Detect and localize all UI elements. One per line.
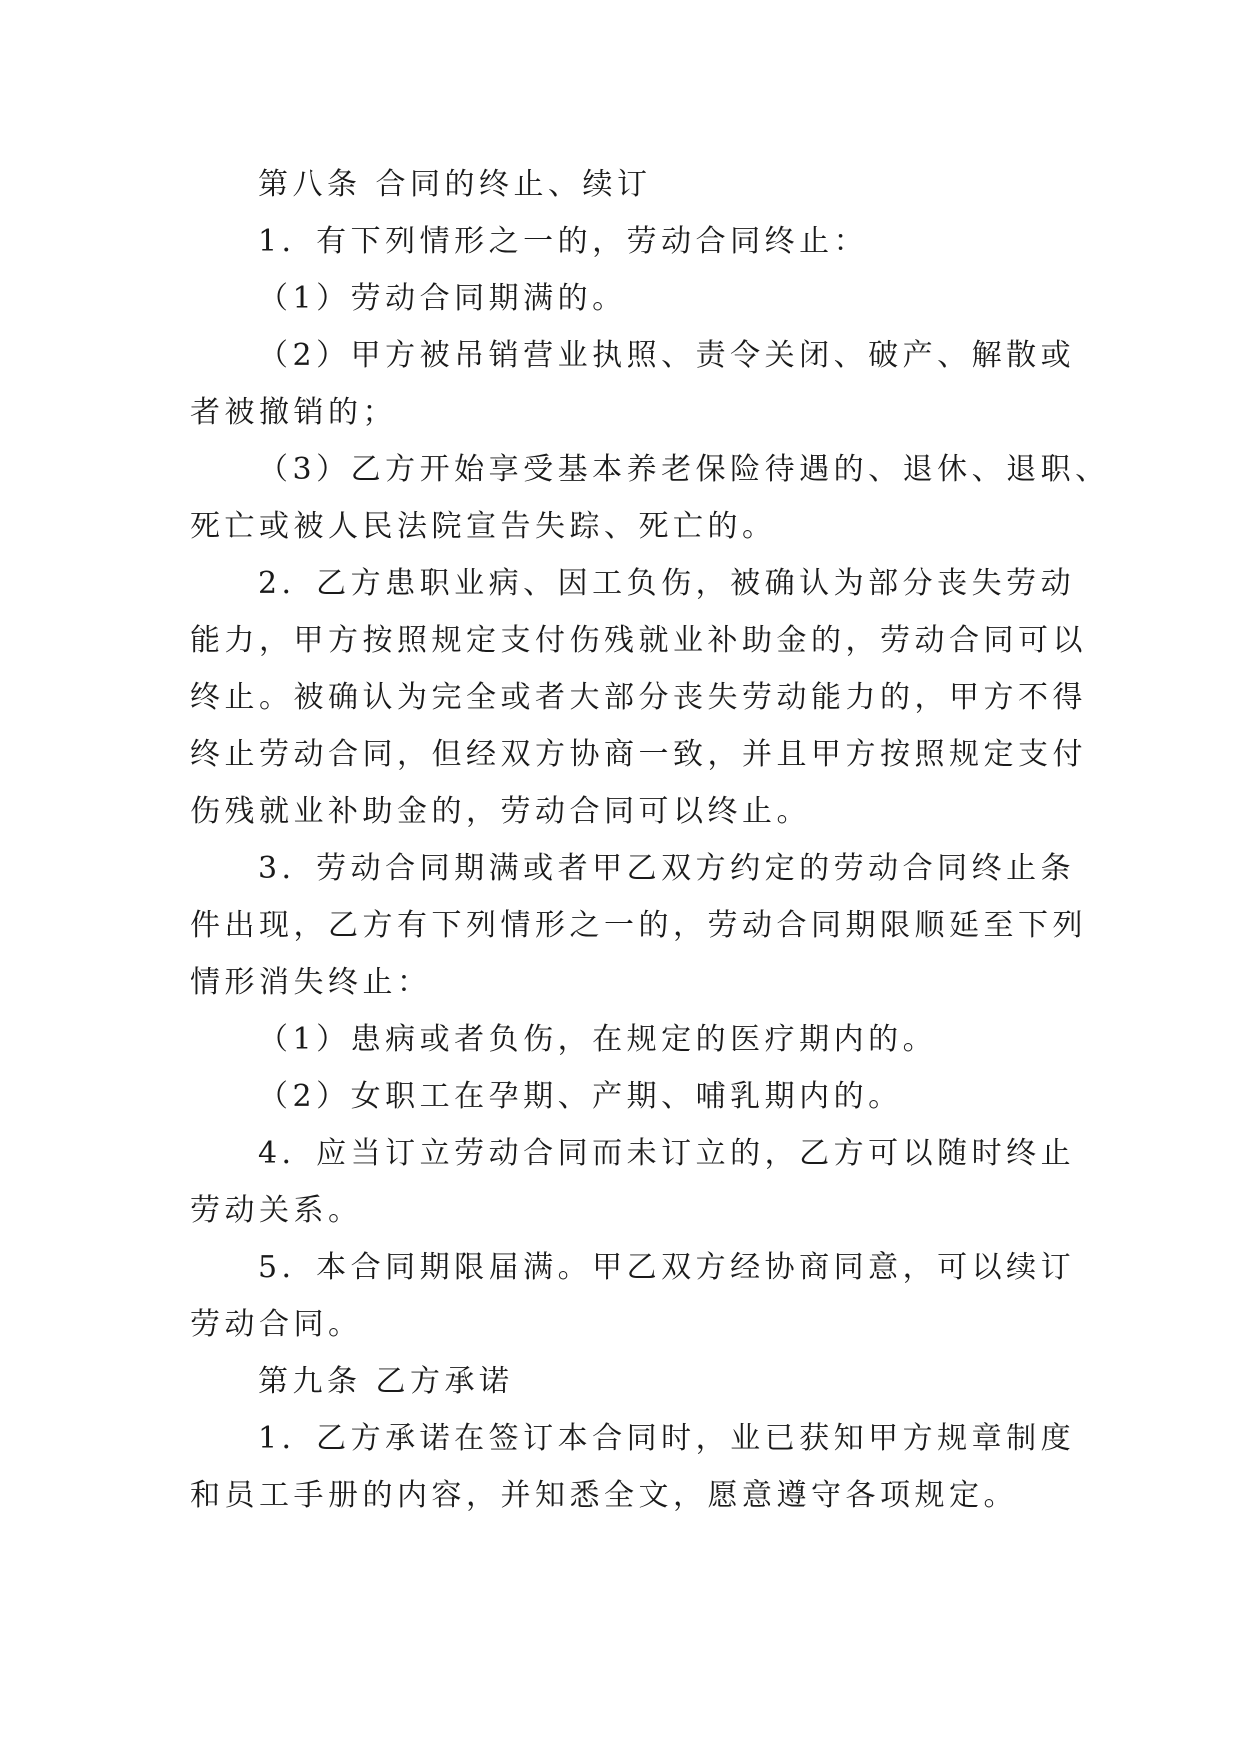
- article-8-heading: 第八条 合同的终止、续订: [258, 167, 652, 202]
- article-9-clause-1: 1．乙方承诺在签订本合同时，业已获知甲方规章制度: [258, 1421, 1076, 1456]
- article-8-clause-1-item-3-cont: 死亡或被人民法院宣告失踪、死亡的。: [190, 509, 777, 544]
- article-9-heading: 第九条 乙方承诺: [258, 1364, 514, 1399]
- article-8-clause-1: 1．有下列情形之一的，劳动合同终止：: [258, 224, 869, 259]
- article-8-clause-4: 4．应当订立劳动合同而未订立的，乙方可以随时终止: [258, 1136, 1076, 1171]
- article-8-clause-3: 3．劳动合同期满或者甲乙双方约定的劳动合同终止条: [258, 851, 1076, 886]
- article-8-clause-3-item-2: （2）女职工在孕期、产期、哺乳期内的。: [258, 1079, 903, 1114]
- article-8-clause-1-item-3: （3）乙方开始享受基本养老保险待遇的、退休、退职、: [258, 452, 1110, 487]
- article-8-clause-2-cont-3: 终止劳动合同，但经双方协商一致，并且甲方按照规定支付: [190, 737, 1087, 772]
- article-8-clause-5-cont: 劳动合同。: [190, 1307, 363, 1342]
- article-8-clause-1-item-2: （2）甲方被吊销营业执照、责令关闭、破产、解散或: [258, 338, 1076, 373]
- article-8-clause-3-cont-2: 情形消失终止：: [190, 965, 432, 1000]
- article-8-clause-3-item-1: （1）患病或者负伤，在规定的医疗期内的。: [258, 1022, 938, 1057]
- article-8-clause-1-item-2-cont: 者被撤销的；: [190, 395, 397, 430]
- article-8-clause-4-cont: 劳动关系。: [190, 1193, 363, 1228]
- article-8-clause-2-cont-1: 能力，甲方按照规定支付伤残就业补助金的，劳动合同可以: [190, 623, 1087, 658]
- article-8-clause-1-item-1: （1）劳动合同期满的。: [258, 281, 627, 316]
- article-8-clause-2-cont-2: 终止。被确认为完全或者大部分丧失劳动能力的，甲方不得: [190, 680, 1087, 715]
- article-8-clause-2-cont-4: 伤残就业补助金的，劳动合同可以终止。: [190, 794, 811, 829]
- article-8-clause-5: 5．本合同期限届满。甲乙双方经协商同意，可以续订: [258, 1250, 1076, 1285]
- article-9-clause-1-cont: 和员工手册的内容，并知悉全文，愿意遵守各项规定。: [190, 1478, 1018, 1513]
- article-8-clause-2: 2．乙方患职业病、因工负伤，被确认为部分丧失劳动: [258, 566, 1076, 601]
- article-8-clause-3-cont-1: 件出现，乙方有下列情形之一的，劳动合同期限顺延至下列: [190, 908, 1087, 943]
